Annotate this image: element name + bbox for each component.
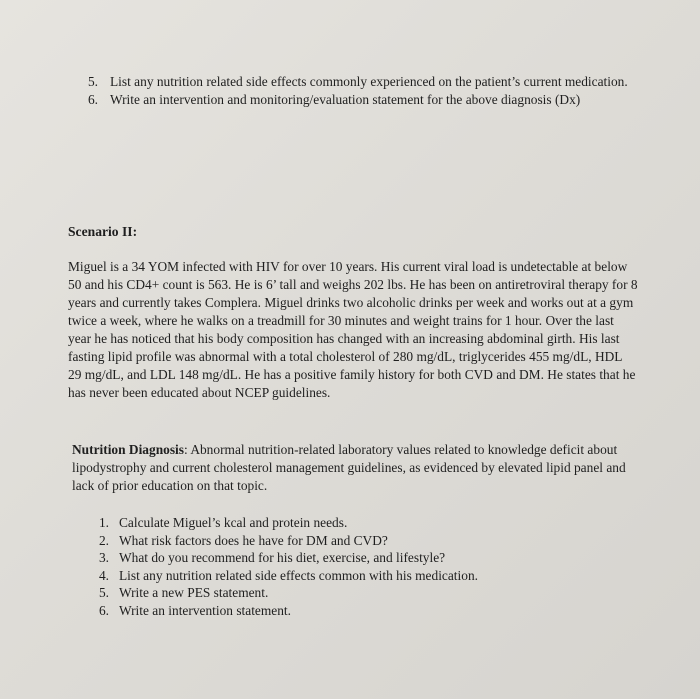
questions-list [98,514,639,620]
list-item [87,91,650,109]
list-item [98,549,639,567]
list-item [98,584,639,602]
list-item-text: Calculate Miguel’s kcal and protein needs. [119,515,348,530]
list-item-text: Write an intervention statement. [119,602,291,618]
list-item-number: 5. [98,585,109,601]
list-item-text: List any nutrition related side effects common with his medication. [119,567,478,583]
list-item-number: 2. [98,532,109,548]
list-item [87,73,650,91]
nutrition-diagnosis-label: Nutrition Diagnosis [72,442,184,457]
list-item-number: 6. [98,602,109,618]
list-item [98,567,639,585]
list-item-number: 1. [98,515,109,530]
list-item [98,514,639,532]
scenario-heading: Scenario II: [68,224,138,239]
list-item-text: Write a new PES statement. [119,585,269,601]
list-item-text: What risk factors does he have for DM and CVD? [119,532,388,548]
list-item-number: 3. [98,550,109,566]
list-item-text: Write an intervention and monitoring/evaluation statement for the above diagnosis (Dx) [110,91,581,107]
list-item-number: 5. [87,74,98,89]
nutrition-diagnosis-text: : Abnormal nutrition-related laboratory values related to knowledge deficit about lipodystrophy and current cholesterol management guidelines, as evidenced by elevated lipid panel and lack of prior education on that topic. [72,442,626,493]
list-item [98,532,639,550]
previous-questions-list [87,73,650,108]
list-item-text: List any nutrition related side effects commonly experienced on the patient’s current medication. [110,74,628,89]
list-item-text: What do you recommend for his diet, exercise, and lifestyle? [119,550,446,566]
list-item-number: 4. [98,567,109,583]
scenario-paragraph: Miguel is a 34 YOM infected with HIV for over 10 years. His current viral load is undetectable at below 50 and his CD4+ count is 563. He is 6’ tall and weighs 202 lbs. He has been on antiretroviral therapy for 8 years and currently takes Complera. Miguel drinks two alcoholic drinks per week and works out at a gym twice a week, where he walks on a treadmill for 30 minutes and weight trains for 1 hour. Over the last year he has noticed that his body composition has changed with an increasing abdominal girth. His last fasting lipid profile was abnormal with a total cholesterol of 280 mg/dL, triglycerides 455 mg/dL, HDL 29 mg/dL, and LDL 148 mg/dL. He has a positive family history for both CVD and DM. He states that he has never been educated about NCEP guidelines. [68,259,638,401]
list-item-number: 6. [87,91,98,107]
nutrition-diagnosis [72,441,632,495]
list-item [98,602,639,620]
